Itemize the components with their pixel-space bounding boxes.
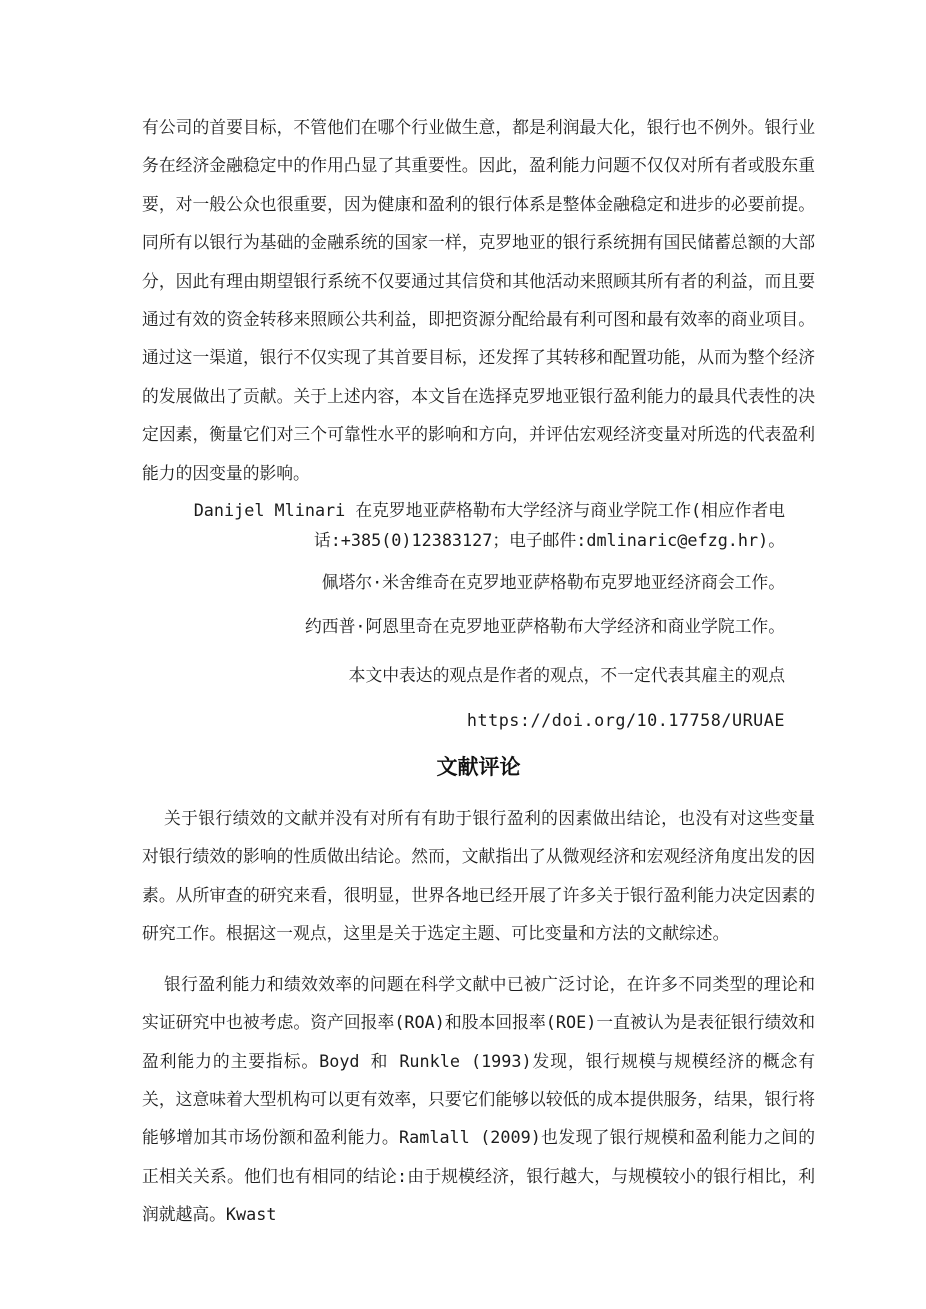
doi-link[interactable]: https://doi.org/10.17758/URUAE: [466, 710, 785, 731]
disclaimer-note: 本文中表达的观点是作者的观点，不一定代表其雇主的观点: [348, 665, 785, 686]
intro-paragraph: 有公司的首要目标，不管他们在哪个行业做生意，都是利润最大化，银行也不例外。银行业务在经济金融稳定中的作用凸显了其重要性。因此，盈利能力问题不仅仅对所有者或股东重要，对一般公众也很重要，因为健康和盈利的银行体系是整体金融稳定和进步的必要前提。同所有以银行为基础的金融系统的国家一样，克罗地亚的银行系统拥有国民储蓄总额的大部分，因此有理由期望银行系统不仅要通过其信贷和其他活动来照顾其所有者的利益，而且要通过有效的资金转移来照顾公共利益，即把资源分配给最有利可图和最有效率的商业项目。通过这一渠道，银行不仅实现了其首要目标，还发挥了其转移和配置功能，从而为整个经济的发展做出了贡献。关于上述内容，本文旨在选择克罗地亚银行盈利能力的最具代表性的决定因素，衡量它们对三个可靠性水平的影响和方向，并评估宏观经济变量对所选的代表盈利能力的因变量的影响。: [142, 117, 815, 483]
author-note-2: 佩塔尔·米舍维奇在克罗地亚萨格勒布克罗地亚经济商会工作。: [321, 572, 785, 593]
author-block: [142, 495, 815, 735]
page-content: [142, 108, 815, 1234]
author-note-3: 约西普·阿恩里奇在克罗地亚萨格勒布大学经济和商业学院工作。: [305, 616, 785, 637]
section-heading-literature-review: 文献评论: [436, 755, 521, 780]
correspondence-note: Danijel Mlinari 在克罗地亚萨格勒布大学经济与商业学院工作(相应作者电话:+385(0)12383127；电子邮件:dmlinaric@efzg.hr)。: [193, 500, 785, 551]
literature-review-paragraph-2: 银行盈利能力和绩效效率的问题在科学文献中已被广泛讨论，在许多不同类型的理论和实证研究中也被考虑。资产回报率(ROA)和股本回报率(ROE)一直被认为是表征银行绩效和盈利能力的主要指标。Boyd 和 Runkle (1993)发现，银行规模与规模经济的概念有关，这意味着大型机构可以更有效率，只要它们能够以较低的成本提供服务，结果，银行将能够增加其市场份额和盈利能力。Ramlall (2009)也发现了银行规模和盈利能力之间的正相关关系。他们也有相同的结论:由于规模经济，银行越大，与规模较小的银行相比，利润就越高。Kwast: [142, 973, 815, 1225]
literature-review-paragraph-1: 关于银行绩效的文献并没有对所有有助于银行盈利的因素做出结论，也没有对这些变量对银行绩效的影响的性质做出结论。然而，文献指出了从微观经济和宏观经济角度出发的因素。从所审查的研究来看，很明显，世界各地已经开展了许多关于银行盈利能力决定因素的研究工作。根据这一观点，这里是关于选定主题、可比变量和方法的文献综述。: [142, 808, 815, 944]
